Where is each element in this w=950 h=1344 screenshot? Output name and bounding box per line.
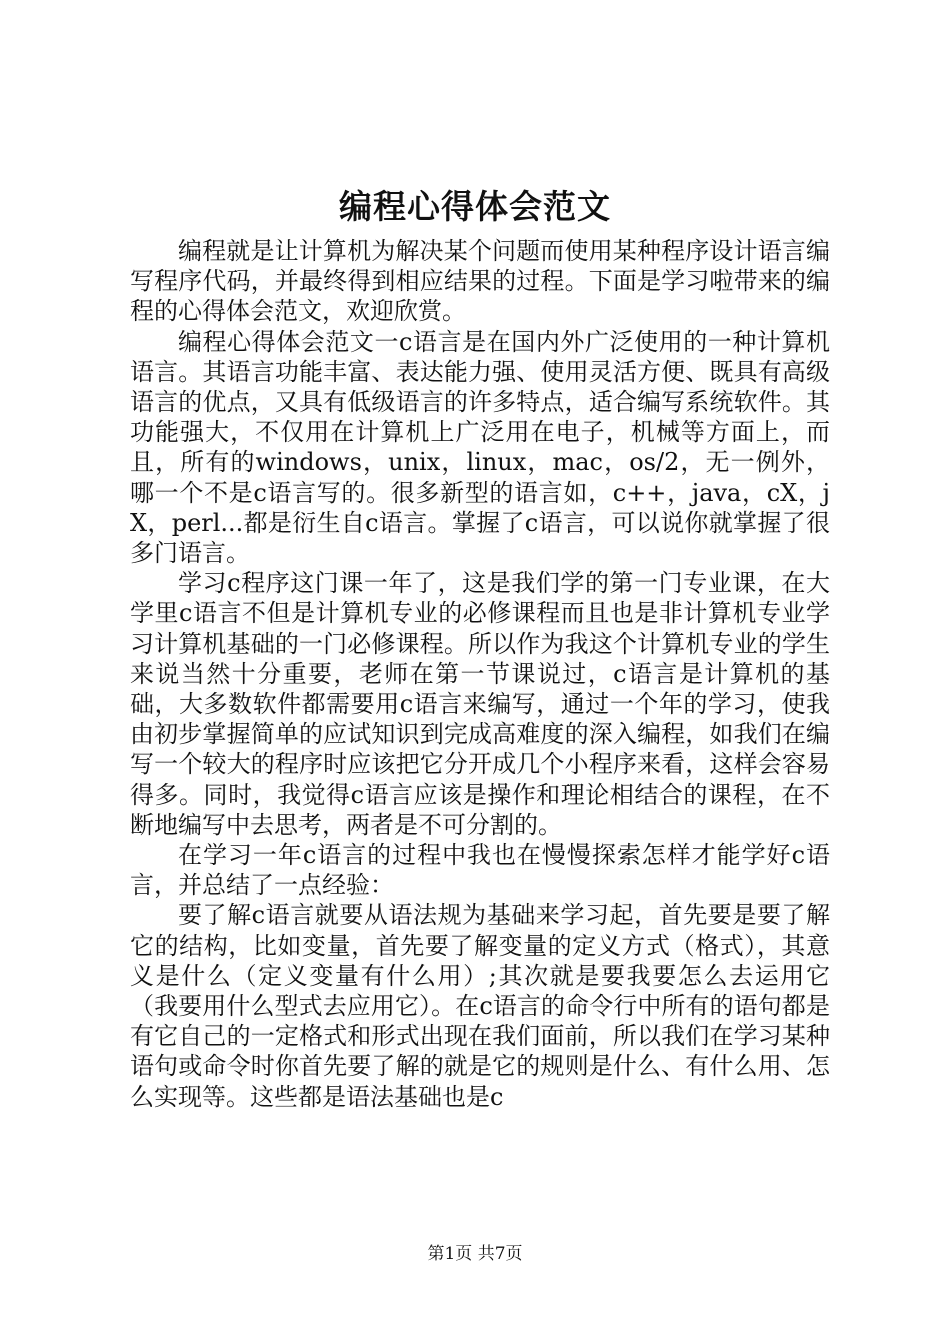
paragraph-learning-year: 学习c程序这门课一年了，这是我们学的第一门专业课，在大学里c语言不但是计算机专业的必修课程而且也是非计算机专业学习计算机基础的一门必修课程。所以作为我这个计算机专业的学生来说当然十分重要，老师在第一节课说过，c语言是计算机的基础，大多数软件都需要用c语言来编写，通过一个年的学习，使我由初步掌握简单的应试知识到完成高难度的深入编程，如我们在编写一个较大的程序时应该把它分开成几个小程序来看，这样会容易得多。同时，我觉得c语言应该是操作和理论相结合的课程，在不断地编写中去思考，两者是不可分割的。 bbox=[130, 569, 830, 839]
paragraph-experience-intro: 在学习一年c语言的过程中我也在慢慢探索怎样才能学好c语言，并总结了一点经验： bbox=[130, 841, 830, 900]
document-body bbox=[130, 236, 830, 1112]
page-number-footer: 第1页 共7页 bbox=[427, 1244, 523, 1264]
paragraph-essay-one: 编程心得体会范文一c语言是在国内外广泛使用的一种计算机语言。其语言功能丰富、表达能力强、使用灵活方便、既具有高级语言的优点，又具有低级语言的许多特点，适合编写系统软件。其功能强大，不仅用在计算机上广泛用在电子，机械等方面上，而且，所有的windows，unix，linux，mac，os/2，无一例外，哪一个不是c语言写的。很多新型的语言如，c++，java，cX，jX，perl...都是衍生自c语言。掌握了c语言，可以说你就掌握了很多门语言。 bbox=[130, 327, 830, 568]
paragraph-intro: 编程就是让计算机为解决某个问题而使用某种程序设计语言编写程序代码，并最终得到相应结果的过程。下面是学习啦带来的编程的心得体会范文，欢迎欣赏。 bbox=[130, 237, 830, 326]
paragraph-syntax-basics: 要了解c语言就要从语法规为基础来学习起，首先要是要了解它的结构，比如变量，首先要了解变量的定义方式（格式），其意义是什么（定义变量有什么用）;其次就是要我要怎么去运用它（我要用什么型式去应用它）。在c语言的命令行中所有的语句都是有它自己的一定格式和形式出现在我们面前，所以我们在学习某种语句或命令时你首先要了解的就是它的规则是什么、有什么用、怎么实现等。这些都是语法基础也是c bbox=[130, 901, 830, 1111]
document-title: 编程心得体会范文 bbox=[339, 187, 611, 226]
